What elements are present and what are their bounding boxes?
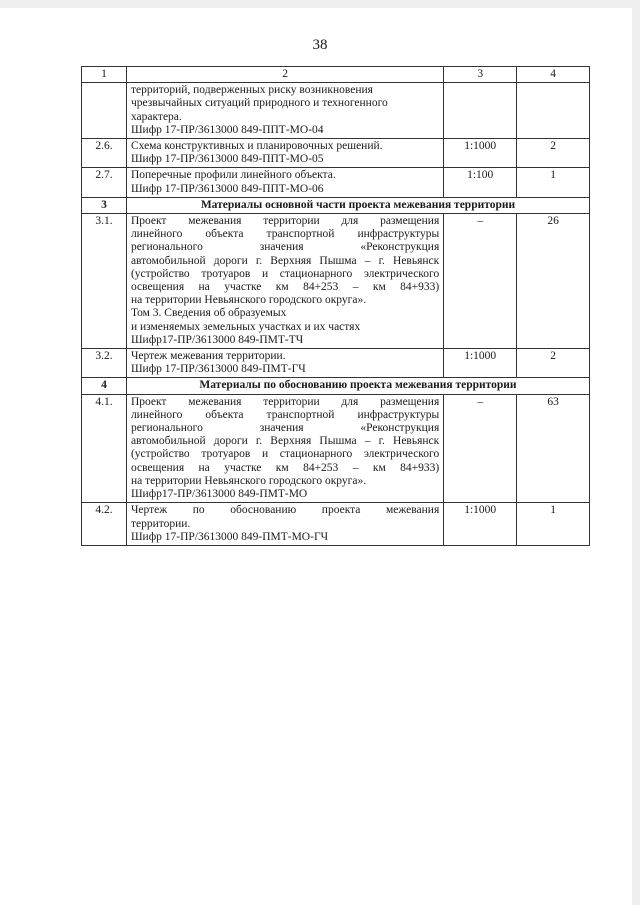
table-row <box>82 503 590 546</box>
section-number: 3 <box>82 197 127 213</box>
description-line: Шифр 17-ПР/3613000 849-ПМТ-МО-ГЧ <box>130 530 329 543</box>
table-row <box>82 349 590 378</box>
page-number: 38 <box>312 37 328 53</box>
table-row <box>82 394 590 503</box>
row-number: 2.7. <box>82 168 127 197</box>
row-description <box>126 168 443 197</box>
description-line: характера. <box>130 110 182 123</box>
row-scale: 1:1000 <box>444 349 517 378</box>
row-number: 2.6. <box>82 139 127 168</box>
row-number: 3.1. <box>82 214 127 349</box>
description-line: Чертеж межевания территории. <box>130 350 286 363</box>
header-col-4: 4 <box>517 67 590 83</box>
description-line: Том 3. Сведения об образуемых <box>130 307 287 320</box>
row-scale: – <box>444 394 517 503</box>
description-line: (устройство тротуаров и стационарного электрического <box>130 448 440 461</box>
row-sheets: 2 <box>517 349 590 378</box>
description-line: линейного объекта транспортной инфраструктуры <box>130 228 440 241</box>
table-row <box>82 168 590 197</box>
materials-table <box>81 66 590 546</box>
table-row <box>82 83 590 139</box>
description-line: Поперечные профили линейного объекта. <box>130 169 336 182</box>
row-scale: 1:100 <box>444 168 517 197</box>
section-row <box>82 378 590 394</box>
row-sheets: 26 <box>517 214 590 349</box>
row-sheets <box>517 83 590 139</box>
row-number: 4.2. <box>82 503 127 546</box>
description-line: и изменяемых земельных участках и их частях <box>130 320 361 333</box>
row-scale: 1:1000 <box>444 139 517 168</box>
row-sheets: 63 <box>517 394 590 503</box>
description-line: Схема конструктивных и планировочных решений. <box>130 140 383 153</box>
description-line: автомобильной дороги г. Верхняя Пышма – г. Невьянск <box>130 435 440 448</box>
row-scale <box>444 83 517 139</box>
description-line: освещения на участке км 84+253 – км 84+933) <box>130 281 440 294</box>
description-line: Проект межевания территории для размещения <box>130 395 440 408</box>
description-line: линейного объекта транспортной инфраструктуры <box>130 408 440 421</box>
row-sheets: 1 <box>517 168 590 197</box>
row-number: 3.2. <box>82 349 127 378</box>
row-scale: – <box>444 214 517 349</box>
description-line: Чертеж по обоснованию проекта межевания <box>130 504 440 517</box>
section-row <box>82 197 590 213</box>
header-col-3: 3 <box>444 67 517 83</box>
row-description <box>126 139 443 168</box>
section-title: Материалы основной части проекта межевания территории <box>126 197 589 213</box>
description-line: территории. <box>130 517 191 530</box>
description-line: Шифр 17-ПР/3613000 849-ППТ-МО-04 <box>130 123 324 136</box>
description-line: регионального значения «Реконструкция <box>130 422 440 435</box>
table-header-row <box>82 67 590 83</box>
row-sheets: 2 <box>517 139 590 168</box>
description-line: на территории Невьянского городского округа». <box>130 294 367 307</box>
row-description <box>126 214 443 349</box>
description-line: автомобильной дороги г. Верхняя Пышма – г. Невьянск <box>130 254 440 267</box>
section-title: Материалы по обоснованию проекта межевания территории <box>126 378 589 394</box>
description-line: Шифр 17-ПР/3613000 849-ППТ-МО-06 <box>130 182 324 195</box>
description-line: Шифр 17-ПР/3613000 849-ППТ-МО-05 <box>130 153 324 166</box>
description-line: регионального значения «Реконструкция <box>130 241 440 254</box>
description-line: Шифр17-ПР/3613000 849-ПМТ-ТЧ <box>130 333 304 346</box>
description-line: Шифр 17-ПР/3613000 849-ПМТ-ГЧ <box>130 363 306 376</box>
row-description <box>126 349 443 378</box>
row-description <box>126 503 443 546</box>
description-line: Шифр17-ПР/3613000 849-ПМТ-МО <box>130 488 308 501</box>
row-number <box>82 83 127 139</box>
row-sheets: 1 <box>517 503 590 546</box>
header-col-1: 1 <box>82 67 127 83</box>
table-row <box>82 139 590 168</box>
description-line: (устройство тротуаров и стационарного электрического <box>130 267 440 280</box>
description-line: чрезвычайных ситуаций природного и техногенного <box>130 97 388 110</box>
description-line: на территории Невьянского городского округа». <box>130 474 367 487</box>
description-line: освещения на участке км 84+253 – км 84+933) <box>130 461 440 474</box>
description-line: Проект межевания территории для размещения <box>130 215 440 228</box>
description-line: территорий, подверженных риску возникновения <box>130 84 373 97</box>
row-description <box>126 394 443 503</box>
header-col-2: 2 <box>126 67 443 83</box>
row-scale: 1:1000 <box>444 503 517 546</box>
section-number: 4 <box>82 378 127 394</box>
row-description <box>126 83 443 139</box>
table-row <box>82 214 590 349</box>
row-number: 4.1. <box>82 394 127 503</box>
